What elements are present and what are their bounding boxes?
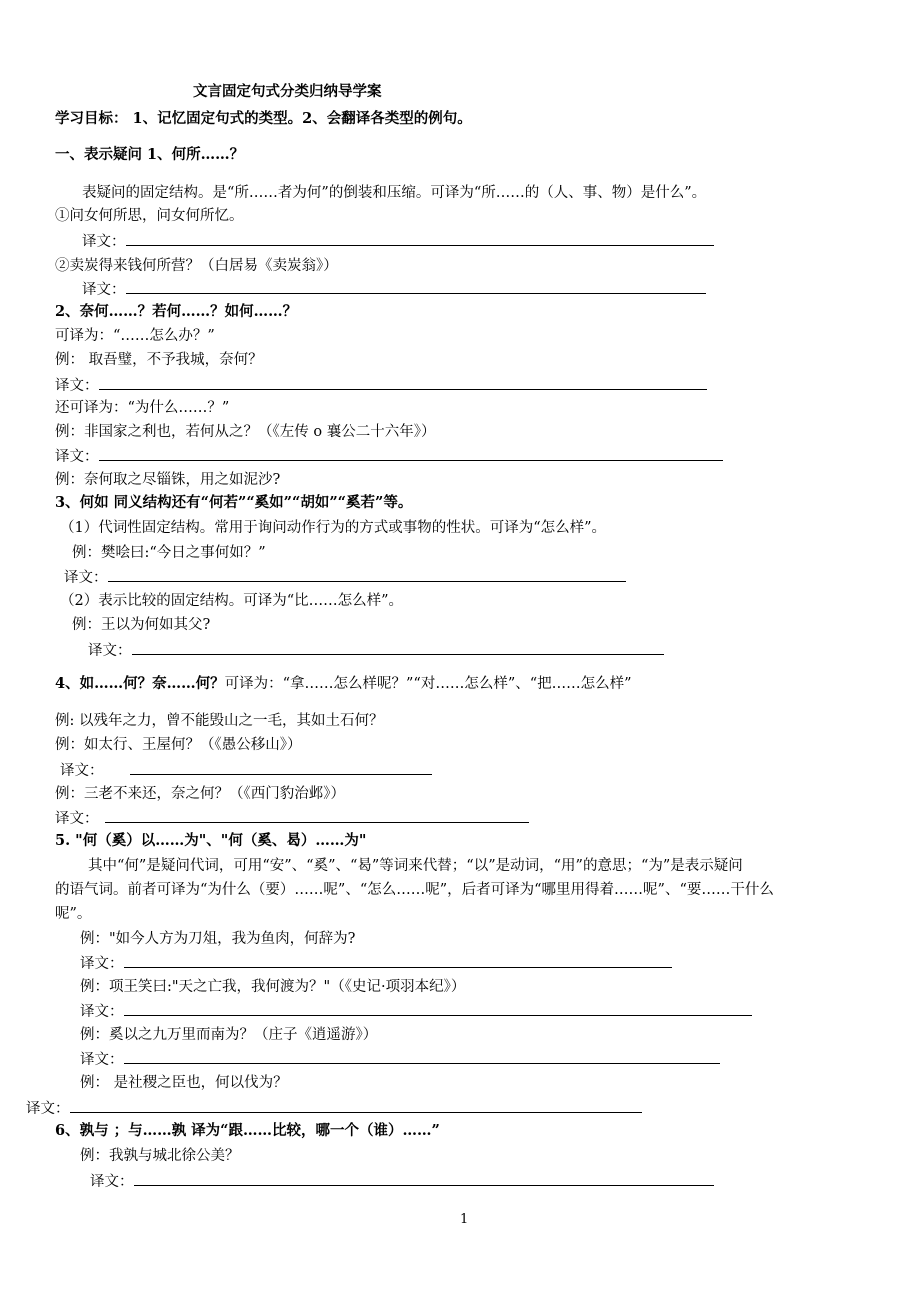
section-4-hint: 可译为：“拿……怎么样呢？”“对……怎么样”、“把……怎么样” [224, 676, 632, 692]
translation-line[interactable] [26, 1098, 642, 1119]
translation-label: 译文： [80, 956, 124, 972]
translation-line[interactable] [80, 953, 672, 974]
translation-line[interactable] [90, 1171, 714, 1192]
translation-label: 译文： [80, 1052, 124, 1068]
section-5-desc: 其中“何”是疑问代词，可用“安”、“奚”、“曷”等词来代替；“以”是动词，“用”的意思；“为”是表示疑问 [88, 858, 743, 874]
translation-label: 译文： [82, 234, 126, 250]
blank-line[interactable] [124, 953, 672, 968]
blank-line[interactable] [124, 1001, 752, 1016]
translation-hint: 可译为：“……怎么办？” [55, 328, 215, 344]
translation-label: 译文： [26, 1101, 70, 1117]
translation-label: 译文： [80, 1004, 124, 1020]
blank-line[interactable] [99, 375, 707, 390]
section-1-heading: 一、表示疑问 1、何所……？ [55, 146, 245, 163]
blank-line[interactable] [99, 446, 723, 461]
blank-line[interactable] [126, 231, 714, 246]
blank-line[interactable] [126, 279, 706, 294]
translation-label: 译文： [88, 643, 132, 659]
example: 例: 以残年之力，曾不能毁山之一毛，其如土石何？ [55, 713, 384, 729]
example: 例：奚以之九万里而南为？（庄子《逍遥游》） [80, 1027, 378, 1043]
blank-line[interactable] [132, 640, 664, 655]
page-number: 1 [460, 1212, 469, 1227]
example: 例：樊哙曰:“今日之事何如？” [72, 545, 266, 561]
blank-line[interactable] [134, 1171, 714, 1186]
example: 例： 取吾璧，不予我城，奈何？ [55, 352, 263, 368]
example: ②卖炭得来钱何所营？（白居易《卖炭翁》） [55, 258, 338, 274]
example: 例：王以为何如其父? [72, 617, 211, 633]
translation-line[interactable] [60, 760, 432, 781]
page-title: 文言固定句式分类归纳导学案 [193, 83, 382, 100]
example: 例：奈何取之尽锱铢，用之如泥沙? [55, 472, 281, 488]
blank-line[interactable] [130, 760, 432, 775]
translation-line[interactable] [80, 1001, 752, 1022]
example: 例：项王笑曰:"天之亡我，我何渡为？"（《史记·项羽本纪》） [80, 979, 466, 995]
section-3-heading: 3、何如 同义结构还有“何若”“奚如”“胡如”“奚若”等。 [55, 494, 413, 511]
section-5-desc: 呢”。 [55, 906, 92, 922]
section-4-title: 4、如……何？奈……何？ [55, 675, 225, 692]
example: ①问女何所思，问女何所忆。 [55, 208, 244, 224]
blank-line[interactable] [124, 1049, 720, 1064]
section-3-point-2: （2）表示比较的固定结构。可译为“比……怎么样”。 [60, 593, 404, 609]
blank-line[interactable] [108, 567, 626, 582]
blank-line[interactable] [70, 1098, 642, 1113]
translation-label: 译文： [55, 811, 99, 827]
translation-label: 译文： [55, 449, 99, 465]
translation-line[interactable] [88, 640, 664, 661]
example: 例："如今人方为刀俎，我为鱼肉，何辞为? [80, 931, 356, 947]
translation-label: 译文： [64, 570, 108, 586]
translation-line[interactable] [55, 446, 723, 467]
section-3-point-1: （1）代词性固定结构。常用于询问动作行为的方式或事物的性状。可译为“怎么样”。 [60, 520, 607, 536]
section-5-heading: 5. "何（奚）以……为"、"何（奚、曷）……为" [55, 832, 367, 849]
section-1-desc: 表疑问的固定结构。是“所……者为何”的倒装和压缩。可译为“所……的（人、事、物）是什么”。 [82, 185, 707, 201]
section-5-desc: 的语气词。前者可译为“为什么（要）……呢”、“怎么……呢”，后者可译为“哪里用得着……呢”、“要……干什么 [55, 882, 774, 898]
translation-hint: 还可译为：“为什么……？” [55, 400, 230, 416]
translation-line[interactable] [55, 375, 707, 396]
translation-line[interactable] [55, 808, 529, 829]
translation-line[interactable] [64, 567, 626, 588]
example: 例：我孰与城北徐公美？ [80, 1148, 240, 1164]
learning-goals: 学习目标： 1、记忆固定句式的类型。2、会翻译各类型的例句。 [55, 110, 472, 127]
section-2-heading: 2、奈何……？若何……？如何……？ [55, 303, 298, 320]
example: 例：如太行、王屋何？（《愚公移山》） [55, 737, 302, 753]
translation-label: 译文： [82, 282, 126, 298]
translation-label: 译文： [90, 1174, 134, 1190]
translation-line[interactable] [82, 231, 714, 252]
translation-line[interactable] [80, 1049, 720, 1070]
example: 例：三老不来还，奈之何？（《西门豹治邺》） [55, 786, 345, 802]
example: 例：非国家之利也，若何从之？（《左传 o 襄公二十六年》） [55, 424, 436, 440]
translation-label: 译文： [55, 378, 99, 394]
section-4-heading [55, 674, 632, 694]
translation-label: 译文： [60, 763, 104, 779]
blank-line[interactable] [105, 808, 529, 823]
section-6-heading: 6、孰与 ；与……孰 译为“跟……比较，哪一个（谁）……” [55, 1122, 440, 1139]
translation-line[interactable] [82, 279, 706, 300]
example: 例： 是社稷之臣也，何以伐为？ [80, 1075, 288, 1091]
